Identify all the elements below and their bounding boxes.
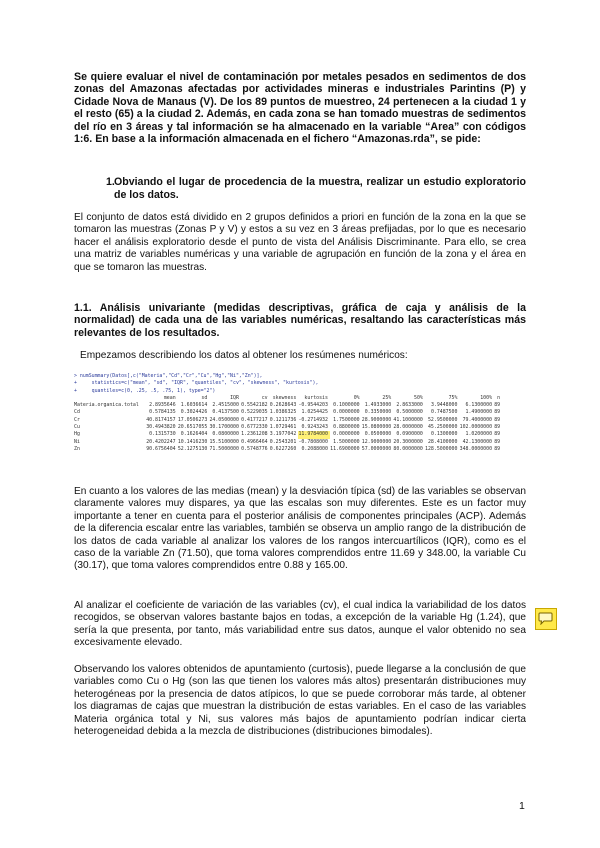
paragraph-2: Empezamos describiendo los datos al obtener los resúmenes numéricos: (80, 350, 408, 361)
table-cell: 28.9000000 (361, 416, 392, 423)
paragraph-1: El conjunto de datos está dividido en 2 grupos definidos a priori en función de la zona en la que se tomaron las muestras (Zonas P y V) y estos a su vez en 3 áreas prefijadas, por lo que es necesario hacer el análisis exploratorio desde el punto de vista del Análisis Discriminante. Para ello, se crea una matriz de variables numéricas y una variable de agrupación en función de la zona y el área en que se tomaron las muestras. (74, 212, 526, 273)
table-cell: 0.1626404 (180, 431, 208, 438)
table-row (74, 424, 502, 431)
table-cell: 89 (494, 409, 501, 416)
table-cell: 0.4177217 (241, 416, 268, 423)
table-cell: 30.1700000 (209, 424, 239, 431)
table-cell: 2.8633000 (396, 402, 423, 409)
table-cell: 0.0000000 (333, 431, 360, 438)
table-cell: 0% (353, 394, 360, 401)
table-cell: 102.0000000 (459, 424, 493, 431)
table-cell: 89 (494, 402, 501, 409)
table-cell: 28.4100000 (427, 438, 458, 445)
table-cell: skewness (272, 394, 297, 401)
table-cell: 1.0200000 (465, 431, 493, 438)
table-cell: IQR (230, 394, 239, 401)
intro-paragraph: Se quiere evaluar el nivel de contaminación por metales pesados en sedimentos de dos zonas del Amazonas afectadas por actividades mineras e industriales Parintins (P) y Cidade Nova de Manaus (V). De los 89 puntos de muestreo, 24 pertenecen a la ciudad 1 y el resto (65) a la ciudad 2. Además, en cada zona se han tomado muestras de sedimentos del río en 3 áreas y tal información se ha almacenado en la variable “Area” con códigos 1:6. En base a la información almacenada en el fichero “Amazonas.rda”, se pide: (74, 71, 526, 146)
table-row (74, 417, 502, 424)
exercise-item-1 (106, 176, 526, 201)
table-cell: 0.1000000 (333, 402, 360, 409)
table-cell: 79.4000000 (462, 416, 493, 423)
table-cell: 42.1300000 (462, 438, 493, 445)
table-cell: 40.8174157 (146, 416, 176, 423)
table-cell: 20.4202247 (146, 438, 176, 445)
table-cell: 1.0386325 (269, 409, 297, 416)
table-cell: 89 (494, 416, 501, 423)
table-cell: 0.9243243 (301, 424, 328, 431)
table-cell: 0.5748776 (241, 445, 268, 452)
table-cell: 3.1977042 (269, 431, 297, 438)
table-cell: 11.6900000 (330, 445, 360, 452)
table-cell: 0.4137500 (212, 409, 239, 416)
table-cell: 0.2543201 (269, 438, 297, 445)
table-cell: 0.5542182 (241, 402, 268, 409)
table-cell: 71.5000000 (209, 445, 239, 452)
table-cell: 45.2500000 (427, 424, 458, 431)
table-cell: 25% (382, 394, 392, 401)
table-row (74, 439, 502, 446)
table-cell: 0.8800000 (333, 424, 360, 431)
table-row (74, 446, 502, 453)
table-cell: 10.1416230 (177, 438, 208, 445)
table-header-row (74, 395, 502, 402)
speech-bubble-icon (538, 612, 553, 625)
table-cell: 52.1275130 (177, 445, 208, 452)
table-cell: 0.3350000 (364, 409, 392, 416)
table-cell: 0.7487500 (430, 409, 458, 416)
table-cell: 57.0000000 (361, 445, 392, 452)
table-cell: 2.8935646 (149, 402, 176, 409)
table-row (74, 402, 502, 409)
table-cell: 20.6517055 (177, 424, 208, 431)
paragraph-4: Al analizar el coeficiente de variación de las variables (cv), el cual indica la variabilidad de los datos recogidos, se observan valores bastante bajos en todas, a excepción de la variable Hg (1.24), que sería la que presenta, por tanto, más variabilidad entre sus datos, aunque el valor obtenido no sea excesivamente elevado. (74, 600, 526, 649)
item-text: Obviando el lugar de procedencia de la muestra, realizar un estudio exploratorio de los datos. (114, 176, 526, 201)
table-cell: 12.9000000 (361, 438, 392, 445)
table-cell: 28.0000000 (393, 424, 423, 431)
paragraph-5: Observando los valores obtenidos de apuntamiento (curtosis), puede llegarse a la conclusión de que variables como Cu o Hg (son las que tienen los valores más altos) presentarán distribuciones muy heterogéneas por la presencia de datos atípicos, lo que se puede corroborar más tarde, al obtener los diagramas de cajas que muestran la distribución de estas variables. En el caso de las variables Materia orgánica total y Ni, sus valores más bajos de apuntamiento podrían indicar cierta heterogeneidad debida a la mezcla de distribuciones (distribuciones bimodales). (74, 664, 526, 738)
table-cell: 0.2628643 (269, 402, 297, 409)
item-number: 1. (106, 176, 115, 188)
table-cell: 15.0800000 (361, 424, 392, 431)
table-cell: 24.0500000 (209, 416, 239, 423)
table-cell: 0.5000000 (396, 409, 423, 416)
console-command-line: + quantiles=c(0, .25, .5, .75, 1), type="2") (74, 387, 216, 394)
table-cell: 0.0800000 (212, 431, 239, 438)
table-cell: 1.4900000 (465, 409, 493, 416)
table-cell: -0.7808000 (298, 438, 328, 445)
row-name-cell: Cr (74, 416, 80, 423)
table-cell: 0.1300000 (430, 431, 458, 438)
row-name-cell: Materia.organica.total (74, 402, 139, 409)
table-cell: cv (261, 394, 268, 401)
table-cell: 0.6227260 (269, 445, 297, 452)
table-cell: 20.3000000 (393, 438, 423, 445)
console-command-line: > numSummary(Datos[,c("Materia","Cd","Cr","Cu","Hg","Ni","Zn")], (74, 373, 263, 379)
comment-icon[interactable] (535, 608, 557, 630)
table-cell: 17.0506273 (177, 416, 208, 423)
table-cell: sd (201, 394, 208, 401)
r-console-output (74, 373, 526, 473)
table-cell: 0.0900000 (396, 431, 423, 438)
table-cell: 1.6036614 (180, 402, 208, 409)
table-cell: 6.1300000 (465, 402, 493, 409)
table-cell: kurtosis (304, 394, 328, 401)
table-cell: 50% (414, 394, 423, 401)
table-cell: 30.4943820 (146, 424, 176, 431)
row-name-cell: Cu (74, 424, 80, 431)
table-cell: 52.9500000 (427, 416, 458, 423)
table-cell: 1.5000000 (333, 438, 360, 445)
table-cell: 80.0000000 (393, 445, 423, 452)
table-cell: 0.3024426 (180, 409, 208, 416)
table-cell: -0.9544203 (298, 402, 328, 409)
table-cell: 89 (494, 438, 501, 445)
table-cell: 89 (494, 424, 501, 431)
table-cell: 41.1000000 (393, 416, 423, 423)
table-cell: n (497, 394, 501, 401)
table-cell: 0.0500000 (364, 431, 392, 438)
table-cell: 0.2088000 (301, 445, 328, 452)
table-cell: 0.0000000 (333, 409, 360, 416)
table-cell: 15.5100000 (209, 438, 239, 445)
table-cell: 100% (480, 394, 493, 401)
table-cell: 1.0729461 (269, 424, 297, 431)
table-cell: 0.5784135 (149, 409, 176, 416)
table-cell: 0.4966464 (241, 438, 268, 445)
row-name-cell: Cd (74, 409, 80, 416)
section-heading-1-1: 1.1. Análisis univariante (medidas descriptivas, gráfica de caja y análisis de la normalidad) de cada una de las variables numéricas, resaltando las características más relevantes de los resultados. (74, 302, 526, 339)
table-cell: 0.1211736 (269, 416, 297, 423)
table-cell: 0.6772330 (241, 424, 268, 431)
console-command-line: + statistics=c("mean", "sd", "IQR", "quantiles", "cv", "skewness", "kurtosis"), (74, 380, 319, 387)
table-cell: 1.2361208 (241, 431, 268, 438)
table-cell: mean (163, 394, 176, 401)
summary-table (74, 395, 502, 453)
table-cell: 1.7500000 (333, 416, 360, 423)
paragraph-3: En cuanto a los valores de las medias (mean) y la desviación típica (sd) de las variables se observan claramente valores muy dispares, ya que las escalas son muy diferentes. Este es un factor muy importante a tener en cuenta para el posterior análisis de componentes principales (ACP). Además de la diferencia escalar entre las variables, también se observa un amplio rango de la distribución de los datos de cada variable al analizar los valores de los rangos intercuartílicos (IQR), como es el caso de la variable Zn (71.50), que toma valores comprendidos entre 11.69 y 348.00, la variable Cu (30.17), que toma valores comprendidos entre 0.88 y 165.00. (74, 486, 526, 572)
table-cell: 348.0000000 (459, 445, 493, 452)
table-cell: 89 (494, 445, 501, 452)
table-row (74, 409, 502, 416)
table-cell: 1.0254425 (301, 409, 328, 416)
table-cell: 11.9784000 (298, 431, 330, 438)
table-cell: -0.2714932 (298, 416, 328, 423)
table-cell: 2.4515000 (212, 402, 239, 409)
table-cell: 0.1315730 (149, 431, 176, 438)
table-cell: 89 (494, 431, 501, 438)
page-number: 1 (519, 800, 525, 812)
table-cell: 3.9448000 (430, 402, 458, 409)
table-cell: 128.5000000 (425, 445, 458, 452)
row-name-cell: Zn (74, 445, 80, 452)
table-cell: 90.6756404 (146, 445, 176, 452)
table-cell: 0.5229035 (241, 409, 268, 416)
table-row (74, 431, 502, 438)
row-name-cell: Ni (74, 438, 80, 445)
row-name-cell (74, 395, 146, 402)
table-cell: 1.4933000 (364, 402, 392, 409)
table-cell: 75% (448, 394, 458, 401)
row-name-cell: Hg (74, 431, 80, 438)
